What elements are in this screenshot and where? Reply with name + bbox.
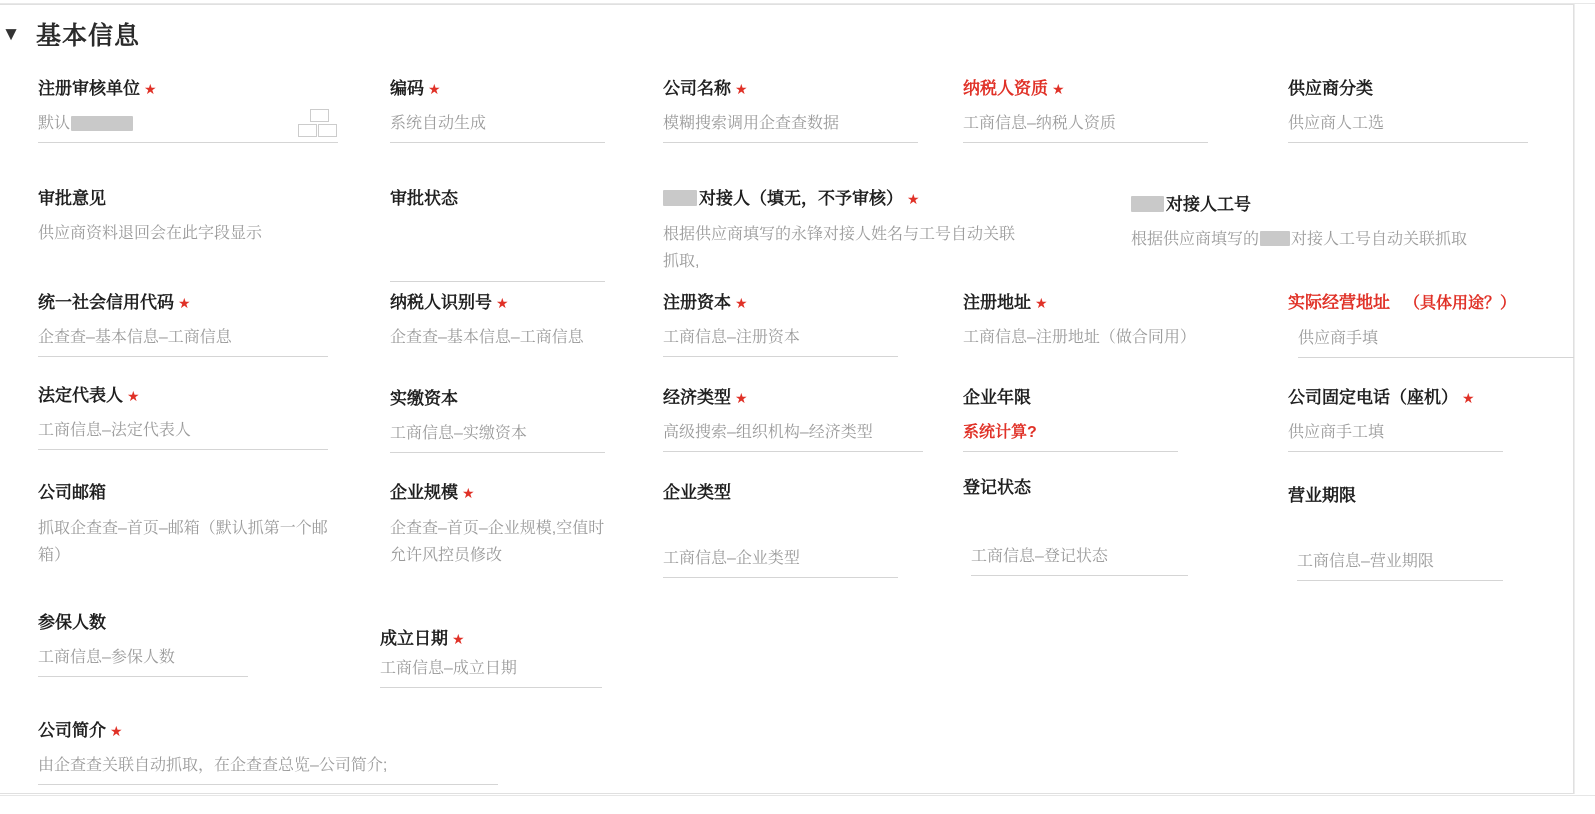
field-value[interactable]: 工商信息–成立日期 [380,656,602,688]
required-marker: ★ [428,81,441,97]
field-label: 公司名称 ★ [663,79,748,98]
section-header[interactable] [0,16,140,52]
field-insured-count[interactable] [38,612,248,677]
field-value[interactable]: 企查查–首页–企业规模,空值时允许风控员修改 [390,520,605,564]
redacted-text [1131,196,1164,212]
field-value[interactable]: 默认 [38,111,338,143]
field-value[interactable]: 工商信息–注册资本 [663,325,898,357]
field-registration-status[interactable] [963,477,1188,576]
field-value[interactable]: 高级搜索–组织机构–经济类型 [663,420,923,452]
field-value[interactable]: 工商信息–实缴资本 [390,421,605,453]
vertical-scrollbar[interactable] [1574,4,1595,794]
field-value[interactable]: 企查查–基本信息–工商信息 [390,329,584,346]
field-approval-comment[interactable] [38,188,328,252]
field-label: 注册审核单位 ★ [38,79,157,98]
field-company-email[interactable] [38,482,328,575]
field-value[interactable]: 工商信息–法定代表人 [38,418,328,450]
required-marker: ★ [735,81,748,97]
field-value[interactable]: 工商信息–注册地址（做合同用） [963,329,1196,346]
field-value[interactable]: 供应商人工选 [1288,111,1528,143]
field-supplier-category[interactable] [1288,78,1528,143]
field-label: 对接人（填无，不予审核） ★ [663,188,1023,210]
field-label: 成立日期 ★ [380,629,465,648]
field-paid-in-capital[interactable] [390,388,605,453]
field-company-name[interactable] [663,78,918,143]
field-note: （具体用途？） [1404,295,1517,312]
field-value[interactable]: 工商信息–企业类型 [663,546,898,578]
required-marker: ★ [1035,295,1048,311]
field-value[interactable]: 根据供应商填写的 对接人工号自动关联抓取 [1131,231,1468,248]
field-taxpayer-qualification[interactable] [963,78,1208,143]
field-value[interactable]: 工商信息–登记状态 [971,544,1188,576]
field-label: 审批意见 [38,189,106,208]
field-economic-type[interactable] [663,387,923,452]
boxes-icon[interactable] [292,109,338,139]
field-label: 纳税人资质 ★ [963,79,1065,98]
field-label: 实际经营地址 （具体用途？） [1288,293,1517,312]
field-label: 营业期限 [1288,486,1356,505]
field-value[interactable]: 系统计算? [963,420,1178,452]
field-label: 参保人数 [38,613,106,632]
field-value[interactable]: 供应商手工填 [1288,420,1503,452]
field-taxpayer-id[interactable] [390,292,612,356]
field-registered-address[interactable] [963,292,1253,356]
field-value[interactable]: 企查查–基本信息–工商信息 [38,325,328,357]
field-label: 审批状态 [390,189,458,208]
redacted-text [663,190,697,206]
horizontal-scrollbar[interactable] [0,795,1595,814]
field-value[interactable]: 工商信息–纳税人资质 [963,111,1208,143]
field-value[interactable]: 系统自动生成 [390,111,605,143]
field-approval-status[interactable] [390,188,605,282]
field-registered-capital[interactable] [663,292,898,357]
collapse-caret-icon[interactable]: ▼ [1,23,21,45]
field-enterprise-type[interactable] [663,482,898,578]
page-title: 基本信息 [36,22,141,50]
field-label: 登记状态 [963,478,1031,497]
field-label: 注册资本 ★ [663,293,748,312]
field-value[interactable]: 模糊搜索调用企查查数据 [663,111,918,143]
field-label: 公司简介 ★ [38,721,123,740]
required-marker: ★ [127,388,140,404]
field-value[interactable]: 工商信息–参保人数 [38,645,248,677]
required-marker: ★ [496,295,509,311]
field-label: 实缴资本 [390,389,458,408]
field-value[interactable]: 抓取企查查–首页–邮箱（默认抓第一个邮箱） [38,520,328,564]
field-label: 注册地址 ★ [963,293,1048,312]
redacted-text [71,116,133,131]
required-marker: ★ [462,485,475,501]
field-label: 统一社会信用代码 ★ [38,293,191,312]
field-actual-business-address[interactable] [1288,292,1578,358]
field-legal-representative[interactable] [38,385,328,450]
field-code[interactable] [390,78,605,143]
field-label: 经济类型 ★ [663,388,748,407]
field-value[interactable]: 由企查查关联自动抓取，在企查查总览–公司简介; [38,753,498,785]
field-contact-person[interactable] [663,188,1023,281]
field-business-term[interactable] [1288,485,1503,581]
required-marker: ★ [735,295,748,311]
field-label: 供应商分类 [1288,79,1373,98]
field-label: 编码 ★ [390,79,441,98]
field-company-age[interactable] [963,387,1178,452]
field-company-profile[interactable] [38,720,498,785]
required-marker: ★ [452,631,465,647]
required-marker: ★ [907,191,920,207]
field-value[interactable]: 供应商资料退回会在此字段显示 [38,225,263,242]
field-label: 纳税人识别号 ★ [390,293,509,312]
field-value[interactable]: 供应商手填 [1298,326,1578,358]
field-label: 法定代表人 ★ [38,386,140,405]
required-marker: ★ [1462,390,1475,406]
required-marker: ★ [735,390,748,406]
field-label: 企业类型 [663,483,731,502]
field-unified-social-credit-code[interactable] [38,292,328,357]
field-register-audit-unit[interactable] [38,78,338,143]
field-establish-date[interactable] [380,628,602,688]
field-label: 企业规模 ★ [390,483,475,502]
field-contact-employee-id[interactable] [1131,194,1561,258]
field-label: 公司固定电话（座机） ★ [1288,388,1475,407]
field-enterprise-scale[interactable] [390,482,605,575]
field-label: 企业年限 [963,388,1031,407]
redacted-text [1260,231,1290,246]
field-value[interactable]: 工商信息–营业期限 [1297,549,1503,581]
field-value[interactable]: 根据供应商填写的永锋对接人姓名与工号自动关联抓取, [663,226,1016,270]
required-marker: ★ [1052,81,1065,97]
field-label: 公司邮箱 [38,483,106,502]
field-company-landline[interactable] [1288,387,1503,452]
required-marker: ★ [144,81,157,97]
required-marker: ★ [178,295,191,311]
field-label: 对接人工号 [1131,194,1561,216]
required-marker: ★ [110,723,123,739]
field-value[interactable] [390,248,605,282]
